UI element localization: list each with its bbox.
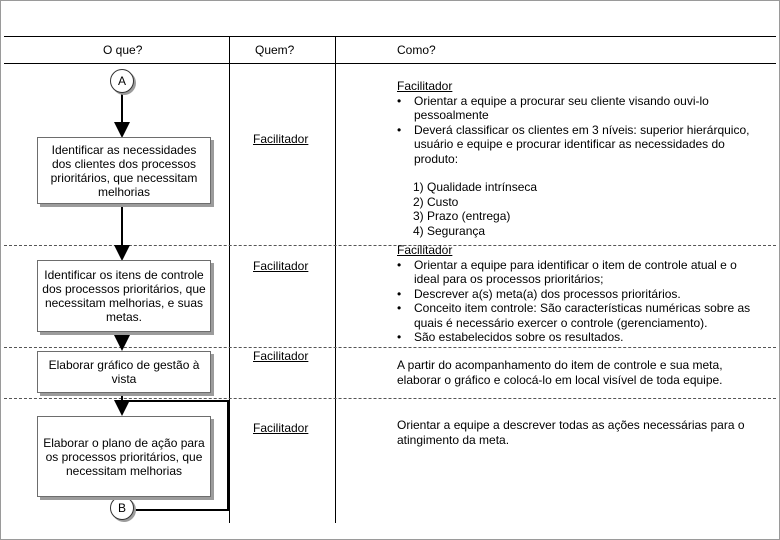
who-step-4: Facilitador: [253, 421, 309, 435]
how-step-4: Orientar a equipe a descrever todas as ações necessárias para o atingimento da meta.: [397, 418, 745, 447]
step-box-action-plan: [37, 416, 211, 497]
who-step-3: Facilitador: [253, 349, 309, 363]
how-bullet: • São estabelecidos sobre os resultados.: [397, 330, 757, 345]
header-how: Como?: [397, 43, 436, 57]
how-title: Facilitador: [397, 243, 453, 257]
how-step-1: [397, 79, 757, 238]
step-box-control-items: [37, 260, 211, 332]
who-step-2: Facilitador: [253, 259, 309, 273]
how-step-2: [397, 243, 757, 345]
how-bullet: • Descrever a(s) meta(a) dos processos prioritários.: [397, 287, 757, 302]
how-list-item: 2) Custo: [413, 194, 459, 209]
how-title: Facilitador: [397, 79, 453, 93]
how-bullet: • Conceito item controle: São características numéricas sobre as quais é necessário exercer o controle (gerenciamento).: [397, 301, 757, 330]
step-text: Elaborar gráfico de gestão à vista: [48, 358, 200, 386]
how-list-item: 1) Qualidade intrínseca: [413, 180, 538, 194]
how-bullet: • Deverá classificar os clientes em 3 níveis: superior hierárquico, usuário e equipe e procurar identificar as necessidades do produto:: [397, 123, 757, 167]
step-box-chart: [37, 351, 211, 393]
how-bullet: • Orientar a equipe para identificar o item de controle atual e o ideal para os processos prioritários;: [397, 258, 757, 287]
step-text: Identificar os itens de controle dos processos prioritários, que necessitam melhorias, e suas metas.: [42, 268, 206, 324]
how-list-item: 3) Prazo (entrega): [413, 209, 511, 223]
header-what: O que?: [103, 43, 143, 57]
step-box-needs: [37, 137, 211, 204]
how-bullet: • Orientar a equipe a procurar seu cliente visando ouvi-lo pessoalmente: [397, 94, 757, 123]
connector-b: B: [110, 496, 134, 520]
connector-a: A: [110, 69, 134, 93]
how-step-3: A partir do acompanhamento do item de controle e sua meta, elaborar o gráfico e colocá-lo em local visível de toda equipe.: [397, 358, 723, 387]
step-text: Identificar as necessidades dos clientes dos processos prioritários, que necessitam melhorias: [50, 142, 198, 199]
header-who: Quem?: [255, 43, 295, 57]
who-step-1: Facilitador: [253, 132, 309, 146]
how-list-item: 4) Segurança: [413, 223, 486, 238]
step-text: Elaborar o plano de ação para os processos prioritários, que necessitam melhorias: [43, 435, 205, 478]
